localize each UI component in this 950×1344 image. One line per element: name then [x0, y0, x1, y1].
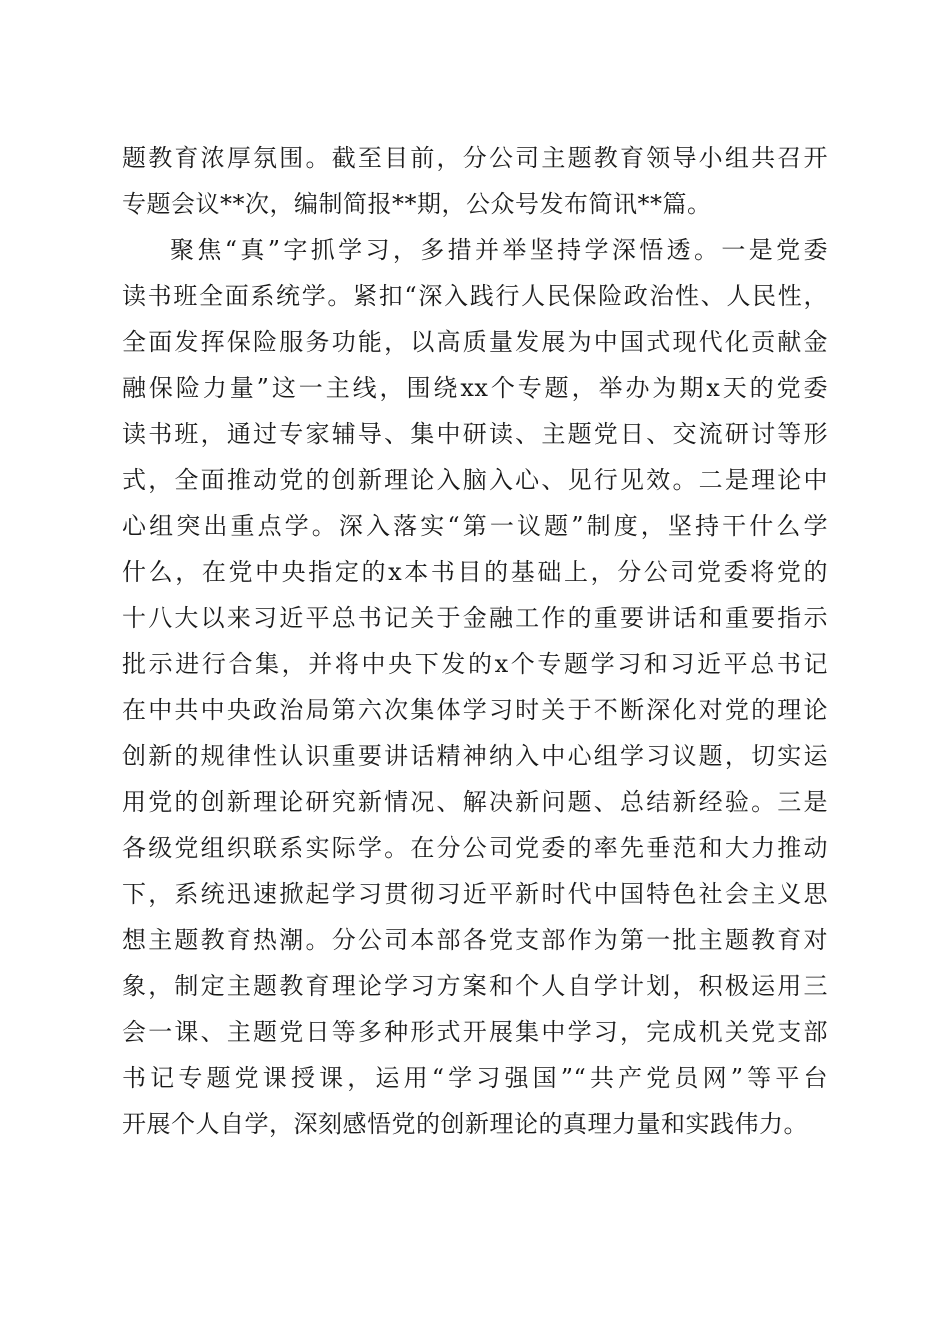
text-line: 会一课、主题党日等多种形式开展集中学习，完成机关党支部: [122, 1018, 828, 1046]
text-line: 在中共中央政治局第六次集体学习时关于不断深化对党的理论: [122, 696, 828, 724]
text-line: 全面发挥保险服务功能，以高质量发展为中国式现代化贡献金: [122, 328, 828, 356]
text-line: 各级党组织联系实际学。在分公司党委的率先垂范和大力推动: [122, 834, 828, 862]
text-line: 什么，在党中央指定的x本书目的基础上，分公司党委将党的: [122, 558, 828, 586]
text-line: 十八大以来习近平总书记关于金融工作的重要讲话和重要指示: [122, 604, 828, 632]
text-line: 读书班，通过专家辅导、集中研读、主题党日、交流研讨等形: [122, 420, 828, 448]
text-line: 心组突出重点学。深入落实“第一议题”制度，坚持干什么学: [122, 512, 828, 540]
text-line: 创新的规律性认识重要讲话精神纳入中心组学习议题，切实运: [122, 742, 828, 770]
text-line: 式，全面推动党的创新理论入脑入心、见行见效。二是理论中: [122, 466, 828, 494]
text-line: 读书班全面系统学。紧扣“深入践行人民保险政治性、人民性，: [122, 282, 828, 310]
text-line: 开展个人自学，深刻感悟党的创新理论的真理力量和实践伟力。: [122, 1110, 808, 1138]
text-line: 批示进行合集，并将中央下发的x个专题学习和习近平总书记: [122, 650, 828, 678]
text-line: 题教育浓厚氛围。截至目前，分公司主题教育领导小组共召开: [122, 144, 828, 172]
text-line: 用党的创新理论研究新情况、解决新问题、总结新经验。三是: [122, 788, 828, 816]
text-line: 下，系统迅速掀起学习贯彻习近平新时代中国特色社会主义思: [122, 880, 828, 908]
text-line: 书记专题党课授课，运用“学习强国”“共产党员网”等平台: [122, 1064, 828, 1092]
paragraph-first-line: 聚焦“真”字抓学习，多措并举坚持学深悟透。一是党委: [170, 236, 828, 264]
text-line: 象，制定主题教育理论学习方案和个人自学计划，积极运用三: [122, 972, 828, 1000]
text-line: 想主题教育热潮。分公司本部各党支部作为第一批主题教育对: [122, 926, 828, 954]
text-line: 融保险力量”这一主线，围绕xx个专题，举办为期x天的党委: [122, 374, 828, 402]
text-line: 专题会议**次，编制简报**期，公众号发布简讯**篇。: [122, 190, 712, 218]
